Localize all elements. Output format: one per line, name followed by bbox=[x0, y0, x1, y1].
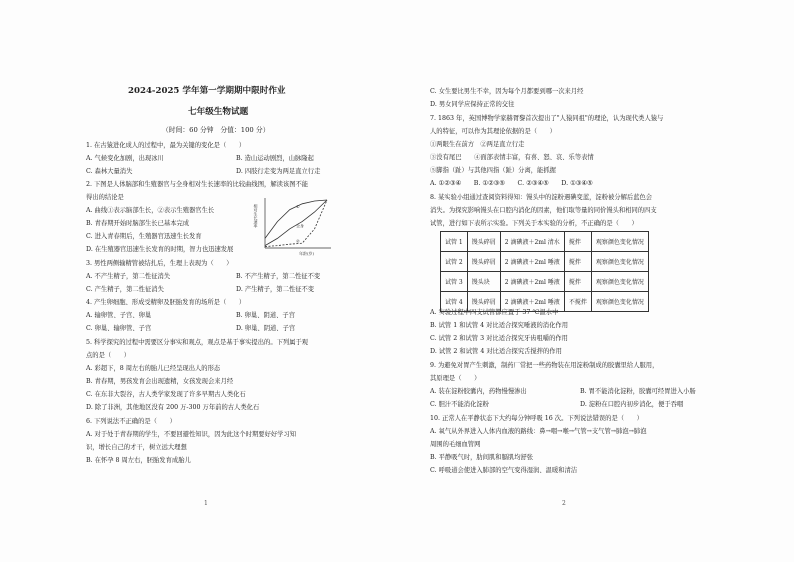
table-cell: 馒头碎屑 bbox=[467, 292, 500, 312]
table-cell: 观察颜色变化情况 bbox=[591, 252, 648, 272]
q2-option-d: D. 在生殖器官迅速生长发育的时期，智力也迅速发展 bbox=[86, 246, 234, 253]
table-cell: 2 滴碘液＋2ml 清水 bbox=[500, 232, 564, 252]
exam-subtitle: 七年级生物试题 bbox=[188, 107, 249, 117]
table-row bbox=[441, 272, 649, 292]
table-cell: 馒头碎屑 bbox=[467, 252, 500, 272]
chart-series-label: ② bbox=[296, 238, 300, 244]
question-7-cont: 人的特征，可以作为其理论依据的是（ ） bbox=[430, 128, 556, 135]
chart-series-group bbox=[265, 200, 327, 247]
q2-option-c: C. 进入青春期后，生殖器官迅速生长发育 bbox=[86, 233, 202, 240]
table-cell: 搅拌 bbox=[564, 272, 591, 292]
q5-option-b: B. 青春期，男孩发育会出现遗精，女孩发现会来月经 bbox=[86, 378, 234, 385]
chart-ylabel: 相对生长速率 bbox=[253, 204, 259, 228]
chart-xlabel: 年龄(岁) bbox=[299, 251, 315, 256]
q10-option-a-cont: 周围的毛细血管网 bbox=[430, 441, 481, 448]
experiment-table bbox=[440, 231, 649, 312]
q9-option-c: C. 胆汁不能消化淀粉 bbox=[430, 401, 489, 408]
q9-option-d: D. 淀粉在口腔内初步消化，便于吞咽 bbox=[580, 401, 684, 408]
q8-option-a: A. 实验过程中四支试管都应置于 37 ℃温水中 bbox=[430, 309, 559, 316]
q7-statement-3: ⑤脚指（趾）与其他四指（趾）分离，能抓握 bbox=[430, 167, 556, 174]
q9-option-b: B. 胃不能消化淀粉，胶囊可经胃进入小肠 bbox=[580, 388, 696, 395]
table-cell: 搅拌 bbox=[564, 252, 591, 272]
question-8-cont-1: 消失。为探究影响馒头在口腔内消化的因素，他们取等量的同价馒头和相同的四支 bbox=[430, 207, 657, 214]
question-2: 2. 下图是人体脑部和生殖器官与全身相对生长速率的比较曲线图，解读该图不能 bbox=[86, 181, 309, 188]
table-row bbox=[441, 232, 649, 252]
question-7: 7. 1863 年，英国博物学家赫胥黎首次提出了"人猿同祖"的理论，认为现代类人猿与 bbox=[430, 115, 664, 122]
q4-option-c: C. 卵巢、输卵管、子宫 bbox=[86, 325, 152, 332]
q5-option-c: C. 在东非大裂谷，古人类学家发现了许多早期古人类化石 bbox=[86, 391, 246, 398]
question-3: 3. 男性两侧输精管被结扎后，生理上表现为（ ） bbox=[86, 260, 233, 267]
q5-option-a: A. 彩超下，8 周左右的胎儿已经呈现出人的形态 bbox=[86, 365, 221, 372]
table-cell: 2 滴碘液＋2ml 唾液 bbox=[500, 292, 564, 312]
chart-series-label: 全身 bbox=[296, 223, 304, 229]
q6-option-d: D. 男女同学应保持正常的交往 bbox=[430, 101, 515, 108]
table-cell: 2 滴碘液＋2ml 唾液 bbox=[500, 252, 564, 272]
table-cell: 搅拌 bbox=[564, 232, 591, 252]
question-9-cont: 其原理是（ ） bbox=[430, 375, 481, 382]
table-cell: 馒头碎屑 bbox=[467, 232, 500, 252]
question-10: 10. 正常人在平静状态下大约每分钟呼吸 16 次。下列说法错误的是（ ） bbox=[430, 415, 643, 422]
q4-option-b: B. 卵巢、阴道、子宫 bbox=[236, 312, 296, 319]
q8-option-d: D. 试管 2 和试管 4 对比适合探究舌搅拌的作用 bbox=[430, 348, 562, 355]
q2-option-a: A. 曲线①表示脑部生长，②表示生殖器官生长 bbox=[86, 207, 215, 214]
exam-meta: （时间：60 分钟 分值：100 分） bbox=[162, 126, 270, 134]
q10-option-b: B. 平静吸气时，肋间肌和膈肌均舒张 bbox=[430, 454, 534, 461]
q8-option-b: B. 试管 1 和试管 4 对比适合探究唾液的消化作用 bbox=[430, 322, 568, 329]
q1-option-a: A. 气候变化加剧，出现冰川 bbox=[86, 155, 164, 162]
q7-statement-1: ①两眼生在前方 ②两足直立行走 bbox=[430, 141, 525, 148]
q3-option-a: A. 不产生精子，第二性征消失 bbox=[86, 273, 171, 280]
question-6: 6. 下列说法不正确的是（ ） bbox=[86, 418, 176, 425]
table-cell: 试管 3 bbox=[441, 272, 468, 292]
growth-chart bbox=[255, 194, 335, 256]
q3-option-b: B. 不产生精子，第二性征不变 bbox=[236, 273, 321, 280]
q4-option-d: D. 卵巢、阴道、子宫 bbox=[236, 325, 296, 332]
question-9: 9. 为避免对胃产生刺激，制药厂常把一些药物装在用淀粉制成的胶囊里给人服用， bbox=[430, 362, 659, 369]
q1-option-d: D. 四肢行走变为两足直立行走 bbox=[236, 168, 321, 175]
page-number-1: 1 bbox=[204, 500, 208, 507]
q9-option-a: A. 装在淀粉胶囊内，药物慢慢渗出 bbox=[430, 388, 527, 395]
table-cell: 馒头块 bbox=[467, 272, 500, 292]
q10-option-a: A. 氧气从外界进入人体内血液的路线：鼻→咽→喉→气管→支气管→肺泡→肺泡 bbox=[430, 428, 647, 435]
q10-option-c: C. 呼吸道会使进入肺部的空气变得湿润、温暖和清洁 bbox=[430, 467, 578, 474]
table-cell: 观察颜色变化情况 bbox=[591, 232, 648, 252]
q6-option-c: C. 女生要比男生不幸，因为每个月都要到哪一次来月经 bbox=[430, 88, 584, 95]
question-1: 1. 在古猿进化成人的过程中，最为关键的变化是（ ） bbox=[86, 142, 246, 149]
question-8: 8. 某实验小组通过查阅资料得知：馒头中的淀粉遇碘变蓝，淀粉被分解后蓝色会 bbox=[430, 194, 653, 201]
table-cell: 观察颜色变化情况 bbox=[591, 272, 648, 292]
chart-series-label: ① bbox=[296, 204, 300, 210]
q1-option-c: C. 森林大量消失 bbox=[86, 168, 133, 175]
table-row bbox=[441, 252, 649, 272]
q7-statement-2: ③没有尾巴 ④面部表情丰富，有喜、怒、哀、乐等表情 bbox=[430, 154, 594, 161]
page-number-2: 2 bbox=[562, 500, 566, 507]
table-cell: 试管 2 bbox=[441, 252, 468, 272]
question-2-cont: 得出的结论是 bbox=[86, 194, 124, 201]
q6-option-a-cont: 识，增长自己的才干，树立远大理想 bbox=[86, 444, 187, 451]
q8-option-c: C. 试管 2 和试管 3 对比适合探究牙齿咀嚼的作用 bbox=[430, 335, 568, 342]
q3-option-c: C. 产生精子，第二性征消失 bbox=[86, 286, 164, 293]
q4-option-a: A. 输卵管、子宫、卵巢 bbox=[86, 312, 152, 319]
q6-option-a: A. 对于处于青春期的学生，不要回避性知识，因为此这个时期要好好学习知 bbox=[86, 431, 297, 438]
exam-title: 2024-2025 学年第一学期期中限时作业 bbox=[128, 86, 286, 96]
table-cell: 试管 4 bbox=[441, 292, 468, 312]
q3-option-d: D. 产生精子，第二性征不变 bbox=[236, 286, 315, 293]
question-5: 5. 科学探究的过程中需要区分事实和观点，观点是基于事实提出的。下列属于观 bbox=[86, 339, 309, 346]
question-4: 4. 产生卵细胞、形成受精卵及胚胎发育的场所是（ ） bbox=[86, 299, 246, 306]
q2-option-b: B. 青春期开始时脑部生长已基本完成 bbox=[86, 220, 190, 227]
q1-option-b: B. 造山运动剧烈，山脉隆起 bbox=[236, 155, 314, 162]
q6-option-b: B. 在怀孕 8 周左右，胚胎发育成胎儿 bbox=[86, 457, 191, 464]
q7-options: A. ①②③④ B. ①②③⑤ C. ②③④⑤ D. ①③④⑤ bbox=[430, 180, 593, 187]
q5-option-d: D. 除了非洲，其他地区没有 200 万-300 万年前的古人类化石 bbox=[86, 404, 260, 411]
table-cell: 不搅拌 bbox=[564, 292, 591, 312]
question-8-cont-2: 试管，进行如下表所示实验。下列关于本实验的分析，不正确的是（ ） bbox=[430, 220, 638, 227]
table-cell: 观察颜色变化情况 bbox=[591, 292, 648, 312]
table-row bbox=[441, 292, 649, 312]
table-cell: 试管 1 bbox=[441, 232, 468, 252]
question-5-cont: 点的是（ ） bbox=[86, 352, 131, 359]
table-cell: 2 滴碘液＋2ml 唾液 bbox=[500, 272, 564, 292]
